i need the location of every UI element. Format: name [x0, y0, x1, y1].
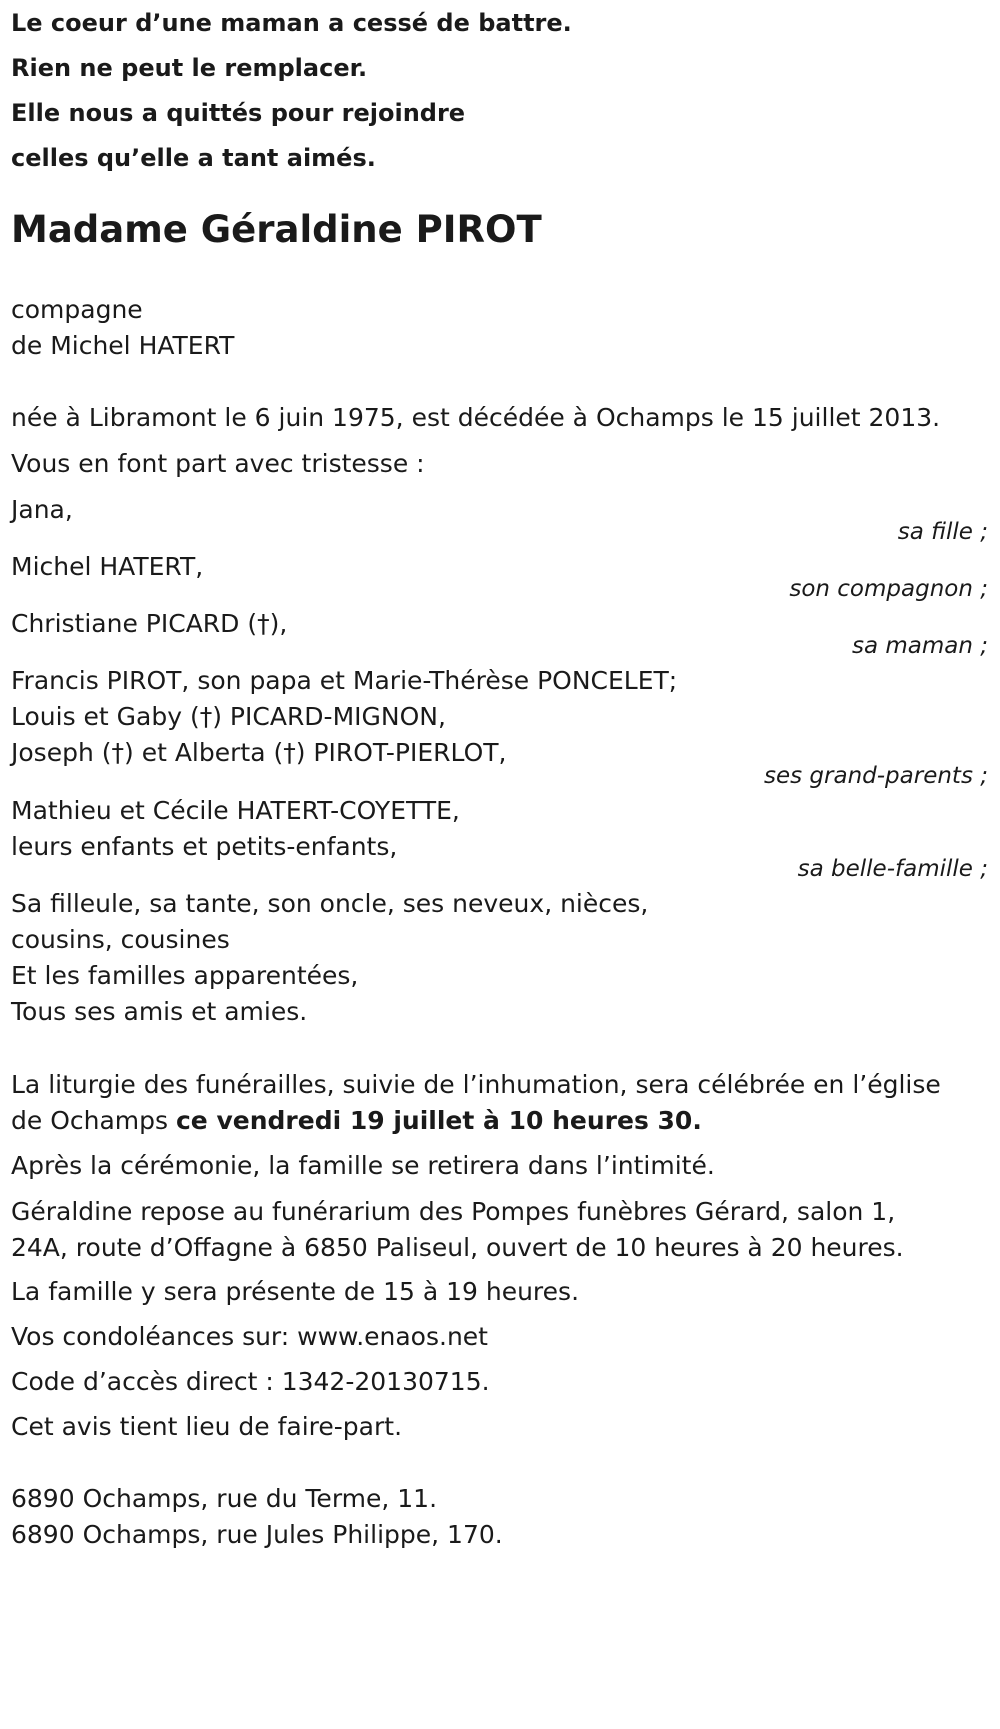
funeral-line-1: La liturgie des funérailles, suivie de l’inhumation, sera célébrée en l’église — [11, 1070, 941, 1099]
family-member: Joseph (†) et Alberta (†) PIROT-PIERLOT, — [11, 738, 507, 767]
intro-line-1: Le coeur d’une maman a cessé de battre. — [11, 9, 572, 37]
family-role: ses grand-parents ; — [764, 763, 988, 789]
partner-line-1: compagne — [11, 295, 143, 324]
announce-line: Vous en font part avec tristesse : — [11, 449, 425, 478]
family-role: sa maman ; — [851, 633, 988, 659]
funeral-line-2 — [11, 1106, 702, 1136]
family-others: Sa filleule, sa tante, son oncle, ses neveux, nièces, — [11, 889, 649, 918]
presence-line: La famille y sera présente de 15 à 19 heures. — [11, 1277, 580, 1306]
intro-line-3: Elle nous a quittés pour rejoindre — [11, 99, 466, 127]
family-member: Mathieu et Cécile HATERT-COYETTE, — [11, 796, 460, 825]
family-member: leurs enfants et petits-enfants, — [11, 832, 398, 861]
birth-death-line: née à Libramont le 6 juin 1975, est décédée à Ochamps le 15 juillet 2013. — [11, 403, 941, 432]
family-member: Michel HATERT, — [11, 552, 204, 581]
family-role: sa belle-famille ; — [797, 856, 988, 882]
repose-line-2: 24A, route d’Offagne à 6850 Paliseul, ouvert de 10 heures à 20 heures. — [11, 1233, 904, 1262]
deceased-name: Madame Géraldine PIROT — [11, 208, 542, 251]
partner-line-2: de Michel HATERT — [11, 331, 235, 360]
family-others: Et les familles apparentées, — [11, 961, 359, 990]
family-member: Jana, — [11, 495, 73, 524]
intro-line-4: celles qu’elle a tant aimés. — [11, 144, 376, 172]
family-others: cousins, cousines — [11, 925, 230, 954]
intro-line-2: Rien ne peut le remplacer. — [11, 54, 368, 82]
family-member: Francis PIROT, son papa et Marie-Thérèse PONCELET; — [11, 666, 678, 695]
family-others: Tous ses amis et amies. — [11, 997, 308, 1026]
repose-line-1: Géraldine repose au funérarium des Pompes funèbres Gérard, salon 1, — [11, 1197, 896, 1226]
address-line-2: 6890 Ochamps, rue Jules Philippe, 170. — [11, 1520, 503, 1549]
after-ceremony: Après la cérémonie, la famille se retirera dans l’intimité. — [11, 1151, 715, 1180]
family-member: Louis et Gaby (†) PICARD-MIGNON, — [11, 702, 446, 731]
funeral-place: de Ochamps — [11, 1106, 176, 1135]
family-role: sa fille ; — [897, 519, 988, 545]
address-line-1: 6890 Ochamps, rue du Terme, 11. — [11, 1484, 438, 1513]
funeral-date: ce vendredi 19 juillet à 10 heures 30. — [175, 1106, 702, 1135]
notice-line: Cet avis tient lieu de faire-part. — [11, 1412, 403, 1441]
family-role: son compagnon ; — [789, 576, 988, 602]
family-member: Christiane PICARD (†), — [11, 609, 288, 638]
access-code-line: Code d’accès direct : 1342-20130715. — [11, 1367, 490, 1396]
condolences-line: Vos condoléances sur: www.enaos.net — [11, 1322, 488, 1351]
